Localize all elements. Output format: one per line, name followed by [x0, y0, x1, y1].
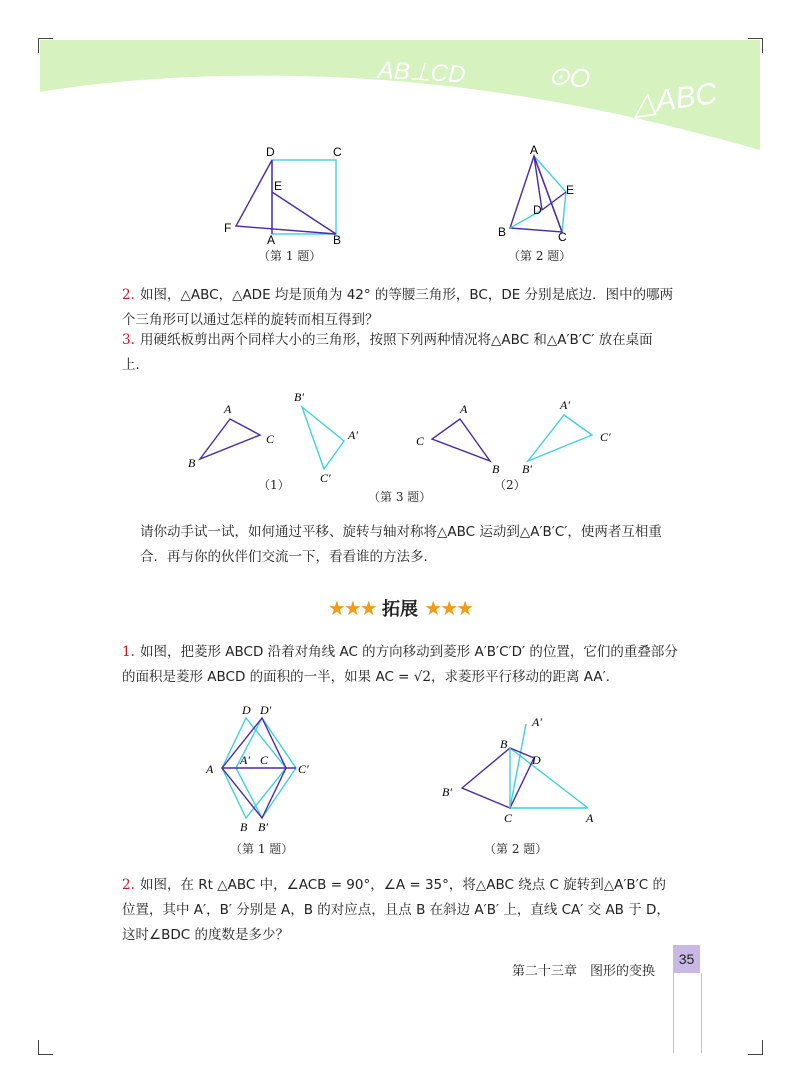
- fig3-1-label-A: A: [224, 402, 232, 416]
- extension-2-number: 2.: [122, 877, 135, 893]
- label-D: D: [266, 145, 275, 159]
- banner-deco-perpendicular: AB⊥CD: [377, 56, 467, 89]
- extension-1-number: 1.: [122, 644, 135, 660]
- ext2-label-A: A: [586, 811, 594, 822]
- problem-2-text: 如图，△ABC，△ADE 均是顶角为 42° 的等腰三角形，BC，DE 分别是底边．图中的哪两个三角形可以通过怎样的旋转而相互得到？: [122, 287, 674, 328]
- fig3-2-label-B: B: [492, 462, 500, 476]
- label-C: C: [333, 145, 342, 159]
- ext1-label-B1: B′: [258, 820, 268, 834]
- fig3-1-label-C1: C′: [320, 471, 331, 485]
- extension-1-sqrt: √2: [413, 669, 431, 685]
- section-heading: [0, 595, 800, 621]
- page-edge-tab: [673, 973, 702, 1053]
- fig3-1-label-B1: B′: [294, 390, 304, 404]
- label-B: B: [333, 233, 342, 245]
- fig3-2-label-C: C: [416, 434, 425, 448]
- problem-3-figure: [180, 385, 630, 505]
- ext1-label-B: B: [240, 820, 248, 834]
- ext2-label-C: C: [504, 811, 513, 822]
- crop-mark-bottom-right: [748, 1040, 763, 1055]
- fig3-caption: （第 3 题）: [368, 490, 432, 504]
- section-title: 拓展: [382, 599, 418, 620]
- problem-2-number: 2.: [122, 287, 135, 303]
- page-number: 35: [673, 945, 700, 973]
- extension-2: [122, 873, 678, 948]
- ext1-label-A1: A′: [240, 753, 250, 767]
- label-E: E: [566, 183, 575, 197]
- ext1-label-D: D: [242, 703, 251, 717]
- label-C: C: [558, 230, 567, 244]
- extension-figure-1: [200, 702, 330, 837]
- problem-3-text: 用硬纸板剪出两个同样大小的三角形，按照下列两种情况将△ABC 和△A′B′C′ 放在桌面上．: [122, 332, 653, 373]
- extension-2-text: 如图，在 Rt △ABC 中，∠ACB = 90°，∠A = 35°，将△ABC 绕点 C 旋转到△A′B′C 的位置，其中 A′，B′ 分别是 A，B 的对应点，且点 B 在斜边 A′B′ 上，直线 CA′ 交 AB 于 D，这时∠BDC 的度数是多少？: [122, 877, 670, 943]
- extension-figure-2-caption: （第 2 题）: [484, 842, 548, 856]
- ext1-label-C: C: [260, 753, 269, 767]
- label-E: E: [274, 179, 283, 193]
- fig3-2-label-A1: A′: [560, 398, 570, 412]
- extension-1-text-a: 如图，把菱形 ABCD 沿着对角线 AC 的方向移动到菱形 A′B′C′D′ 的位置，它们的重叠部分的面积是菱形 ABCD 的面积的一半，如果 AC =: [122, 644, 678, 685]
- label-F: F: [224, 221, 232, 235]
- banner-deco-circle: ⊙O: [546, 59, 592, 95]
- extension-figure-1-caption: （第 1 题）: [230, 842, 294, 856]
- crop-mark-bottom-left: [38, 1040, 53, 1055]
- problem-3-follow: [140, 520, 678, 570]
- ext2-label-A1: A′: [532, 715, 542, 729]
- ext1-label-D1: D′: [260, 703, 272, 717]
- fig3-2-label-C1: C′: [600, 430, 611, 444]
- top-figure-2: [490, 140, 590, 245]
- fig3-1-label-B: B: [188, 456, 196, 470]
- problem-3-follow-text: 请你动手试一试，如何通过平移、旋转与轴对称将△ABC 运动到△A′B′C′，使两者互相重合．再与你的伙伴们交流一下，看看谁的方法多．: [140, 524, 662, 565]
- ext2-label-B: B: [500, 737, 508, 751]
- stars-right: ★★★: [424, 596, 473, 620]
- banner-deco-triangle: △ABC: [630, 77, 720, 122]
- extension-1: [122, 640, 678, 690]
- extension-figure-2: [440, 712, 610, 822]
- top-figure-1: [220, 140, 360, 245]
- fig3-2-label-B1: B′: [522, 462, 532, 476]
- problem-3-number: 3.: [122, 332, 135, 348]
- problem-2: [122, 283, 678, 333]
- header-banner: [0, 0, 800, 160]
- fig3-2-label-A: A: [460, 402, 468, 416]
- fig3-1-label-C: C: [266, 432, 275, 446]
- ext2-label-D: D: [532, 753, 541, 767]
- fig3-1-label-A1: A′: [348, 428, 358, 442]
- label-D: D: [533, 203, 542, 217]
- ext2-label-B1: B′: [442, 785, 452, 799]
- fig3-sub1: （1）: [258, 478, 290, 492]
- label-B: B: [498, 225, 507, 239]
- ext1-label-A: A: [206, 762, 214, 776]
- chapter-footer: 第二十三章 图形的变换: [512, 964, 656, 979]
- stars-left: ★★★: [327, 596, 376, 620]
- ext1-label-C1: C′: [298, 762, 309, 776]
- fig3-sub2: （2）: [494, 478, 526, 492]
- label-A: A: [530, 143, 539, 157]
- top-figure-1-caption: （第 1 题）: [258, 249, 322, 263]
- top-figure-2-caption: （第 2 题）: [508, 249, 572, 263]
- extension-1-text-b: ，求菱形平行移动的距离 AA′.: [430, 669, 610, 685]
- label-A: A: [267, 233, 276, 245]
- problem-3: [122, 328, 678, 378]
